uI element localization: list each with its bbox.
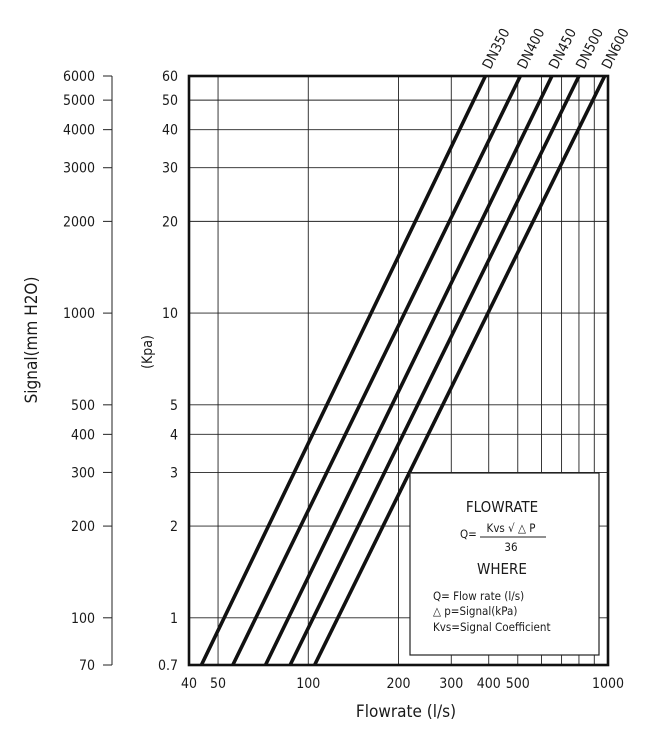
kpa-tick-label: 20	[161, 214, 178, 231]
mmh2o-tick-label: 2000	[62, 214, 95, 231]
series-label: DN350	[479, 26, 514, 72]
kpa-tick-label: 10	[161, 306, 178, 323]
x-tick-label: 400	[476, 676, 501, 692]
definition-flow: Q= Flow rate (l/s)	[433, 589, 525, 603]
mmh2o-tick-label: 300	[70, 465, 95, 482]
x-axis-title: Flowrate (l/s)	[355, 702, 457, 722]
formula-numerator: Kvs √ △ P	[486, 521, 536, 535]
formula-lhs: Q=	[460, 527, 477, 541]
mmh2o-tick-label: 6000	[62, 69, 95, 85]
x-tick-label: 300	[439, 676, 464, 692]
x-tick-label: 1000	[591, 676, 625, 692]
kpa-tick-label: 4	[169, 427, 178, 444]
formula-denominator: 36	[504, 540, 518, 554]
series-label: DN600	[599, 26, 633, 72]
mmh2o-tick-label: 4000	[62, 122, 95, 139]
kpa-tick-label: 3	[169, 465, 178, 482]
kpa-tick-label: 1	[169, 610, 178, 627]
definition-signal: △ p=Signal(kPa)	[433, 604, 518, 618]
series-label: DN500	[573, 26, 608, 72]
x-tick-label: 40	[180, 676, 198, 692]
kpa-tick-label: 30	[161, 160, 178, 177]
mmh2o-tick-label: 200	[70, 519, 95, 536]
kpa-tick-label: 60	[161, 69, 178, 85]
kpa-tick-label: 5	[169, 397, 178, 414]
series-label: DN450	[546, 26, 581, 72]
kpa-tick-label: 50	[161, 93, 178, 110]
mmh2o-tick-label: 3000	[62, 160, 95, 177]
legend-title: FLOWRATE	[465, 498, 539, 516]
mmh2o-tick-label: 400	[70, 427, 95, 444]
where-label: WHERE	[477, 560, 527, 578]
formula-legend	[410, 473, 599, 655]
x-tick-label: 500	[505, 676, 530, 692]
series-label: DN400	[514, 26, 549, 72]
definition-kvs: Kvs=Signal Coefficient	[433, 620, 551, 634]
kpa-tick-label: 40	[161, 122, 178, 139]
mmh2o-axis	[63, 69, 112, 674]
mmh2o-tick-label: 100	[70, 610, 95, 627]
kpa-tick-label: 0.7	[157, 658, 178, 674]
x-tick-label: 100	[296, 676, 321, 692]
right-axis-title: (Kpa)	[140, 335, 156, 369]
mmh2o-tick-label: 500	[70, 397, 95, 414]
x-tick-label: 200	[386, 676, 411, 692]
mmh2o-tick-label: 5000	[62, 93, 95, 110]
mmh2o-tick-label: 1000	[62, 306, 95, 323]
x-tick-label: 50	[210, 676, 227, 692]
mmh2o-tick-label: 70	[78, 658, 95, 674]
left-axis-title: Signal(mm H2O)	[22, 276, 42, 404]
kpa-tick-label: 2	[169, 519, 178, 536]
